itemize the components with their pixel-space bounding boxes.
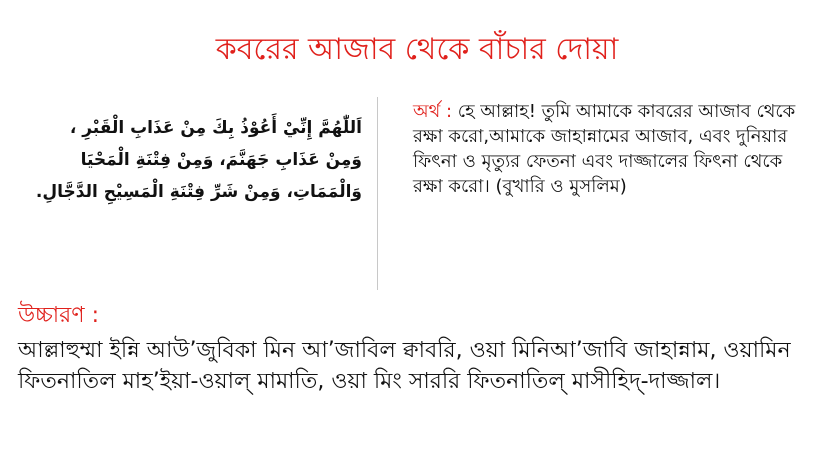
column-divider bbox=[377, 97, 378, 290]
pronunciation-text: আল্লাহুম্মা ইন্নি আউ’জুবিকা মিন আ’জাবিল ক্বাবরি, ওয়া মিনিআ’জাবি জাহান্নাম, ওয়ামিন ফিতনাতিল মাহ’ইয়া-ওয়াল্ মামাতি, ওয়া মিং সাররি ফিতনাতিল্ মাসীহিদ্-দাজ্জাল। bbox=[18, 338, 791, 394]
arabic-dua-text: اَللّٰهُمَّ إِنِّيْ أَعُوْذُ بِكَ مِنْ عَذَابِ الْقَبْرِ ، وَمِنْ عَذَابِ جَهَنَّمَ، وَمِنْ فِتْنَةِ الْمَحْيَا وَالْمَمَاتِ، وَمِنْ شَرِّ فِتْنَةِ الْمَسِيْحِ الدَّجَّالِ. bbox=[35, 118, 362, 202]
meaning-label: অর্থ : bbox=[413, 101, 453, 122]
meaning-text: হে আল্লাহ! তুমি আমাকে কাবরের আজাব থেকে রক্ষা করো,আমাকে জাহান্নামের আজাব, এবং দুনিয়ার ফিৎনা ও মৃত্যুর ফেতনা এবং দাজ্জালের ফিৎনা থেকে রক্ষা করো। (বুখারি ও মুসলিম) bbox=[413, 101, 796, 197]
page-title: কবরের আজাব থেকে বাঁচার দোয়া bbox=[215, 32, 619, 67]
meaning-block bbox=[413, 99, 813, 199]
pronunciation-label: উচ্চারণ : bbox=[18, 303, 99, 328]
